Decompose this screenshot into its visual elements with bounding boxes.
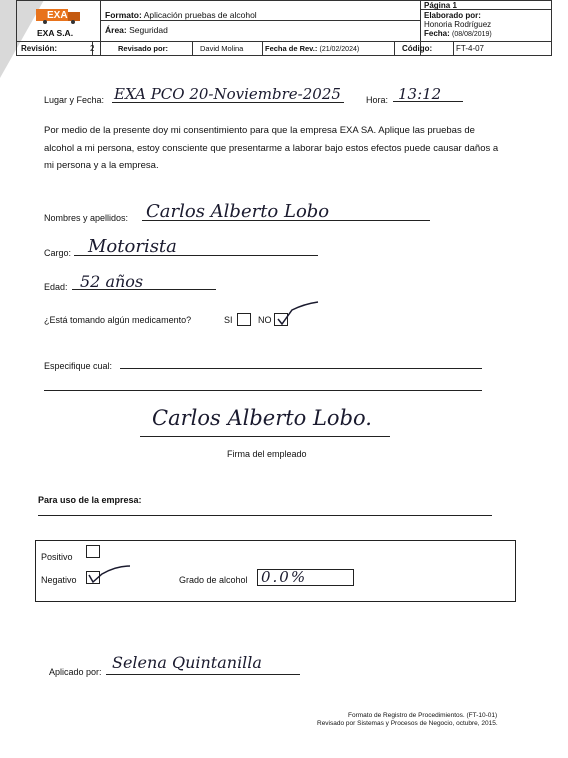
positivo-checkbox[interactable] (86, 545, 100, 558)
formato-row: Formato: Aplicación pruebas de alcohol (105, 10, 257, 20)
medicamento-label: ¿Está tomando algún medicamento? (44, 315, 192, 325)
si-checkbox[interactable] (237, 313, 251, 326)
area-row: Área: Seguridad (105, 25, 168, 35)
edad-label: Edad: (44, 282, 68, 292)
nombres-label: Nombres y apellidos: (44, 213, 129, 223)
page-number: Página 1 (424, 1, 457, 10)
grado-label: Grado de alcohol (179, 575, 248, 585)
nombres-value[interactable]: Carlos Alberto Lobo (146, 201, 330, 222)
firma-label: Firma del empleado (227, 449, 307, 459)
footer-line-1: Formato de Registro de Procedimientos. (FT-10-01) (348, 712, 498, 719)
fecha-row: Fecha: (08/08/2019) (424, 29, 492, 38)
cargo-value[interactable]: Motorista (88, 236, 177, 257)
cargo-label: Cargo: (44, 248, 72, 258)
si-label: SI (224, 315, 233, 325)
hora-label: Hora: (366, 95, 389, 105)
footer-line-2: Revisado por Sistemas y Procesos de Negocio, octubre, 2015. (317, 720, 498, 727)
no-label: NO (258, 315, 272, 325)
employee-signature: Carlos Alberto Lobo. (152, 406, 372, 430)
revision-label: Revisión: (21, 44, 58, 53)
company-name: EXA S.A. (37, 28, 74, 38)
negativo-check-mark-icon (84, 562, 132, 588)
negativo-label: Negativo (41, 575, 77, 585)
edad-value[interactable]: 52 años (80, 272, 144, 291)
codigo-value: FT-4-07 (456, 44, 485, 53)
grado-value[interactable]: 0.0% (261, 568, 308, 586)
elaborado-label: Elaborado por: (424, 11, 481, 20)
company-logo: EXA (35, 6, 87, 24)
aplicado-label: Aplicado por: (49, 667, 102, 677)
consent-text: Por medio de la presente doy mi consentimiento para que la empresa EXA SA. Aplique las pruebas de alcohol a mi persona, estoy consciente que presentarme a laborar bajo estos efectos puede causar daños a mi persona y a la empresa. (44, 125, 499, 171)
document-header (16, 0, 552, 56)
lugar-label: Lugar y Fecha: (44, 95, 105, 105)
empresa-label: Para uso de la empresa: (38, 495, 142, 505)
revisado-value: David Molina (200, 44, 244, 53)
no-check-mark-icon (274, 300, 322, 328)
positivo-label: Positivo (41, 552, 73, 562)
aplicado-value[interactable]: Selena Quintanilla (112, 653, 262, 672)
lugar-value[interactable]: EXA PCO 20-Noviembre-2025 (114, 85, 341, 103)
revision-value: 2 (90, 44, 95, 53)
especifique-label: Especifique cual: (44, 361, 113, 371)
fecha-rev-row: Fecha de Rev.: (21/02/2024) (265, 44, 360, 53)
hora-value[interactable]: 13:12 (398, 85, 442, 103)
codigo-label: Código: (402, 44, 433, 53)
revisado-label: Revisado por: (118, 44, 169, 53)
elaborado-value: Honoria Rodríguez (424, 20, 492, 29)
